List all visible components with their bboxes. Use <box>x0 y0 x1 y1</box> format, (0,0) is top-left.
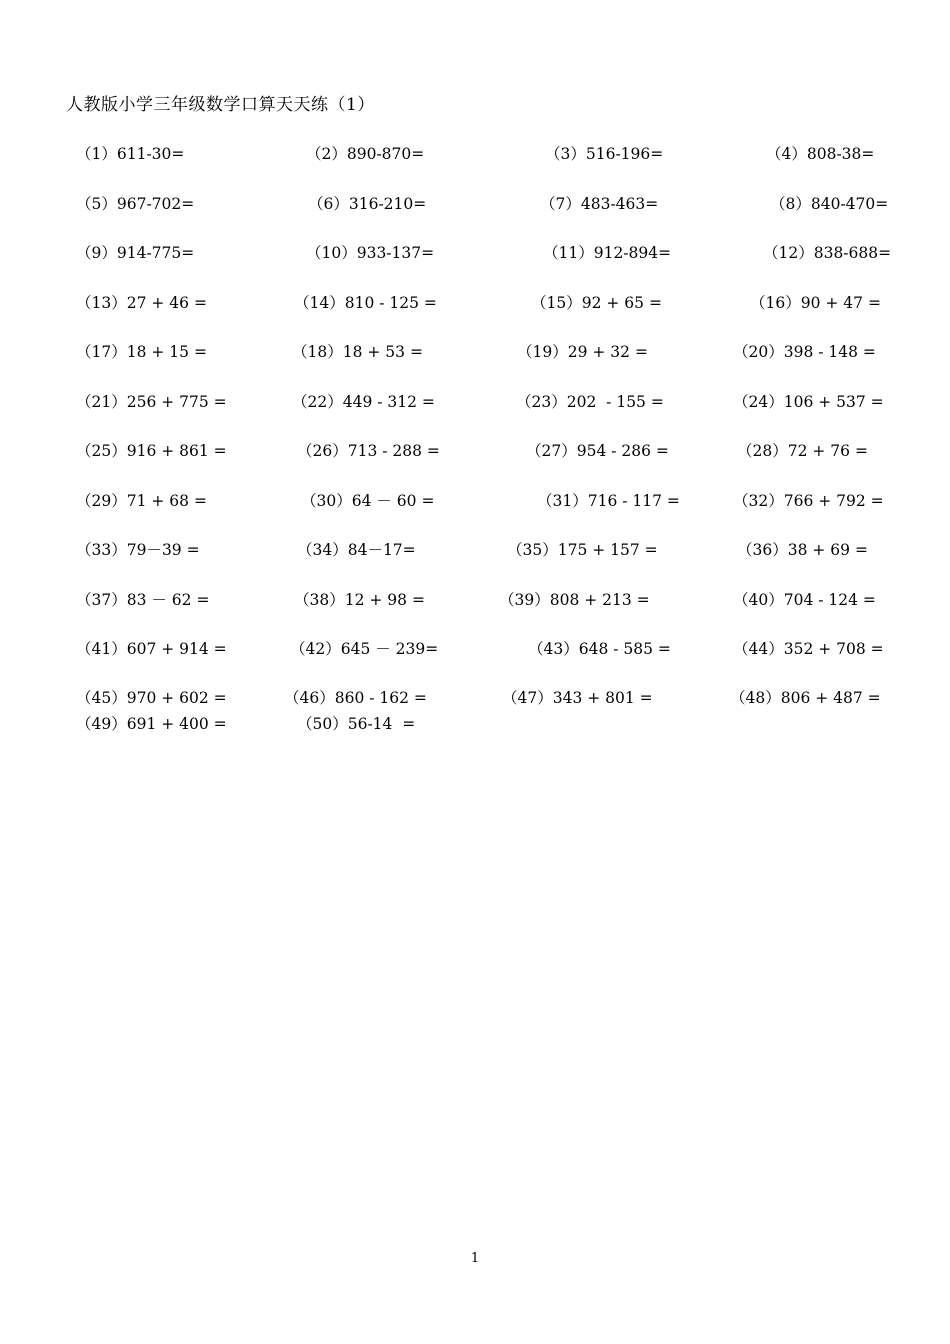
problem-item: （50）56-14 = <box>297 715 416 733</box>
problem-item: （16）90 + 47 = <box>750 294 881 312</box>
problem-item: （1）611-30= <box>76 145 185 163</box>
problem-row <box>0 686 950 708</box>
problem-item: （6）316-210= <box>308 195 427 213</box>
problem-item: （24）106 + 537 = <box>733 393 884 411</box>
problem-row <box>0 712 950 734</box>
problem-item: （29）71 + 68 = <box>76 492 207 510</box>
problem-item: （47）343 + 801 = <box>502 689 653 707</box>
problem-item: （45）970 + 602 = <box>76 689 227 707</box>
problem-item: （34）84－17= <box>297 541 416 559</box>
problem-item: （43）648 - 585 = <box>528 640 671 658</box>
problem-item: （27）954 - 286 = <box>526 442 669 460</box>
worksheet-title: 人教版小学三年级数学口算天天练（1） <box>66 95 375 115</box>
problem-row <box>0 291 950 313</box>
problem-item: （18）18 + 53 = <box>292 343 423 361</box>
problem-row <box>0 489 950 511</box>
page-number: 1 <box>470 1251 480 1266</box>
problem-item: （5）967-702= <box>76 195 195 213</box>
problem-item: （9）914-775= <box>76 244 195 262</box>
problem-item: （48）806 + 487 = <box>730 689 881 707</box>
problem-item: （30）64 － 60 = <box>301 492 435 510</box>
problem-item: （36）38 + 69 = <box>737 541 868 559</box>
problem-item: （46）860 - 162 = <box>284 689 427 707</box>
problem-item: （40）704 - 124 = <box>733 591 876 609</box>
problem-item: （19）29 + 32 = <box>517 343 648 361</box>
problem-row <box>0 390 950 412</box>
problem-item: （15）92 + 65 = <box>531 294 662 312</box>
problem-item: （38）12 + 98 = <box>294 591 425 609</box>
problem-item: （17）18 + 15 = <box>76 343 207 361</box>
problem-row <box>0 439 950 461</box>
problem-item: （32）766 + 792 = <box>733 492 884 510</box>
problem-item: （33）79－39 = <box>76 541 200 559</box>
problem-item: （7）483-463= <box>540 195 659 213</box>
problem-item: （37）83 － 62 = <box>76 591 210 609</box>
problem-item: （12）838-688= <box>763 244 892 262</box>
problem-row <box>0 538 950 560</box>
problem-item: （28）72 + 76 = <box>737 442 868 460</box>
problem-item: （35）175 + 157 = <box>507 541 658 559</box>
problem-item: （8）840-470= <box>770 195 889 213</box>
problem-item: （26）713 - 288 = <box>297 442 440 460</box>
problem-item: （44）352 + 708 = <box>733 640 884 658</box>
problem-row <box>0 142 950 164</box>
problem-item: （4）808-38= <box>766 145 875 163</box>
problem-item: （3）516-196= <box>545 145 664 163</box>
problem-item: （31）716 - 117 = <box>537 492 680 510</box>
problem-item: （11）912-894= <box>543 244 672 262</box>
problem-item: （49）691 + 400 = <box>76 715 227 733</box>
problem-item: （2）890-870= <box>306 145 425 163</box>
problem-row <box>0 192 950 214</box>
problem-item: （23）202 - 155 = <box>516 393 664 411</box>
problem-item: （39）808 + 213 = <box>499 591 650 609</box>
problem-item: （14）810 - 125 = <box>294 294 437 312</box>
problem-item: （42）645 － 239= <box>290 640 439 658</box>
problem-item: （21）256 + 775 = <box>76 393 227 411</box>
problem-item: （10）933-137= <box>306 244 435 262</box>
problem-row <box>0 588 950 610</box>
problem-row <box>0 637 950 659</box>
problem-row <box>0 340 950 362</box>
problem-row <box>0 241 950 263</box>
problem-item: （22）449 - 312 = <box>292 393 435 411</box>
problem-item: （25）916 + 861 = <box>76 442 227 460</box>
problem-item: （41）607 + 914 = <box>76 640 227 658</box>
problem-item: （20）398 - 148 = <box>733 343 876 361</box>
problem-item: （13）27 + 46 = <box>76 294 207 312</box>
